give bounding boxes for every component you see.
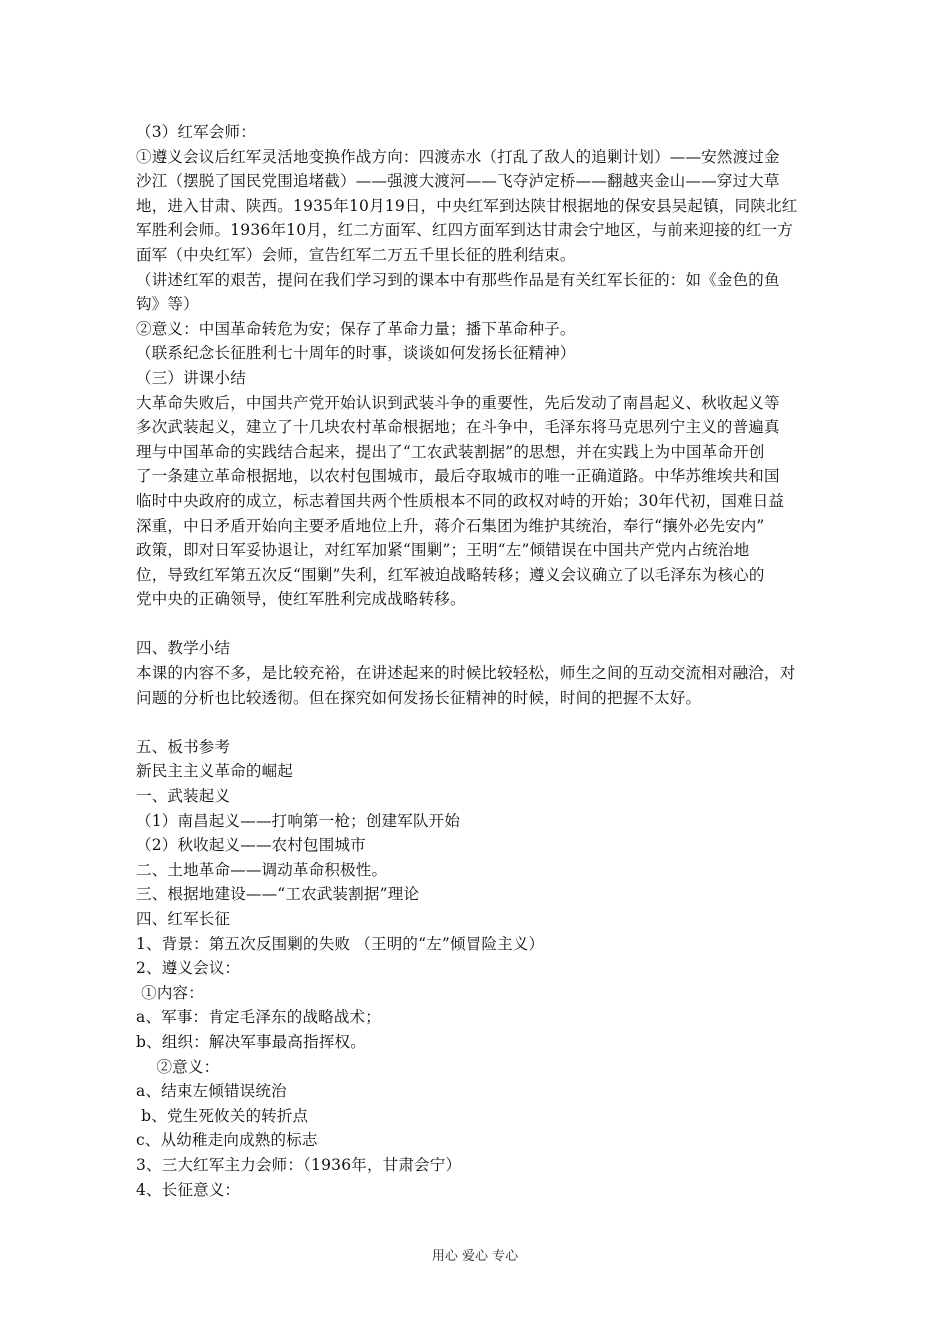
text-line: 党中央的正确领导，使红军胜利完成战略转移。 — [136, 590, 466, 609]
text-line: （1）南昌起义——打响第一枪；创建军队开始 — [136, 811, 461, 830]
text-line: 2、遵义会议： — [136, 959, 241, 978]
text-line: 四、教学小结 — [136, 639, 231, 658]
blank-line — [136, 612, 826, 637]
text-line: 政策，即对日军妥协退让，对红军加紧“围剿”；王明“左”倾错误在中国共产党内占统治地 — [136, 541, 750, 560]
text-line: （2）秋收起义——农村包围城市 — [136, 836, 366, 855]
text-line: 了一条建立革命根据地，以农村包围城市，最后夺取城市的唯一正确道路。中华苏维埃共和国 — [136, 467, 780, 486]
text-line: 深重，中日矛盾开始向主要矛盾地位上升，蒋介石集团为维护其统治，奉行“攘外必先安内” — [136, 516, 765, 535]
text-line: 1、背景：第五次反围剿的失败 （王明的“左”倾冒险主义） — [136, 934, 545, 953]
text-line: （联系纪念长征胜利七十周年的时事，谈谈如何发扬长征精神） — [136, 344, 576, 363]
text-line: 军胜利会师。1936年10月，红二方面军、红四方面军到达甘肃会宁地区，与前来迎接的红一方 — [136, 221, 793, 240]
text-line: （三）讲课小结 — [136, 368, 246, 387]
text-line: b、组织：解决军事最高指挥权。 — [136, 1032, 366, 1051]
text-line: （3）红军会师： — [136, 123, 256, 141]
blank-line — [136, 710, 826, 735]
text-line: ①内容： — [136, 983, 204, 1002]
text-line: c、从幼稚走向成熟的标志 — [136, 1131, 318, 1150]
text-line: ②意义： — [136, 1057, 220, 1076]
document-body — [136, 120, 826, 1202]
text-line: （讲述红军的艰苦，提问在我们学习到的课本中有那些作品是有关红军长征的：如《金色的鱼 — [136, 270, 780, 289]
text-line: 位，导致红军第五次反“围剿”失利，红军被迫战略转移；遵义会议确立了以毛泽东为核心的 — [136, 565, 765, 584]
text-line: a、军事：肯定毛泽东的战略战术； — [136, 1008, 381, 1027]
text-line: 4、长征意义： — [136, 1180, 241, 1199]
text-line: 问题的分析也比较透彻。但在探究如何发扬长征精神的时候，时间的把握不太好。 — [136, 688, 702, 707]
text-line: b、党生死攸关的转折点 — [136, 1106, 309, 1125]
text-line: 二、土地革命——调动革命积极性。 — [136, 860, 388, 879]
text-line: 地，进入甘肃、陕西。1935年10月19日，中央红军到达陕甘根据地的保安县吴起镇，同陕北红 — [136, 196, 798, 215]
text-line: 大革命失败后，中国共产党开始认识到武装斗争的重要性，先后发动了南昌起义、秋收起义等 — [136, 393, 780, 412]
text-line: a、结束左倾错误统治 — [136, 1082, 287, 1101]
text-line: 沙江（摆脱了国民党围追堵截）——强渡大渡河——飞夺泸定桥——翻越夹金山——穿过大草 — [136, 172, 780, 191]
text-line: 多次武装起义，建立了十几块农村革命根据地；在斗争中，毛泽东将马克思列宁主义的普遍真 — [136, 418, 780, 437]
text-line: 临时中央政府的成立，标志着国共两个性质根本不同的政权对峙的开始；30年代初，国难日益 — [136, 491, 785, 510]
text-line: 三、根据地建设——“工农武装割据”理论 — [136, 885, 420, 904]
text-line: ①遵义会议后红军灵活地变换作战方向：四渡赤水（打乱了敌人的追剿计划）——安然渡过金 — [136, 147, 780, 166]
text-line: 3、三大红军主力会师：（1936年，甘肃会宁） — [136, 1155, 462, 1174]
text-line: 钩》等） — [136, 295, 199, 314]
text-line: 四、红军长征 — [136, 910, 231, 928]
page-footer: 用心 爱心 专心 — [431, 1249, 519, 1264]
text-line: 新民主主义革命的崛起 — [136, 762, 294, 781]
text-line: 一、武装起义 — [136, 787, 231, 806]
text-line: 面军（中央红军）会师，宣告红军二万五千里长征的胜利结束。 — [136, 245, 576, 264]
text-line: 本课的内容不多，是比较充裕，在讲述起来的时候比较轻松，师生之间的互动交流相对融洽，对 — [136, 664, 796, 683]
text-line: 五、板书参考 — [136, 737, 231, 756]
text-line: 理与中国革命的实践结合起来，提出了“工农武装割据”的思想，并在实践上为中国革命开创 — [136, 442, 765, 461]
text-line: ②意义：中国革命转危为安；保存了革命力量；播下革命种子。 — [136, 319, 576, 338]
